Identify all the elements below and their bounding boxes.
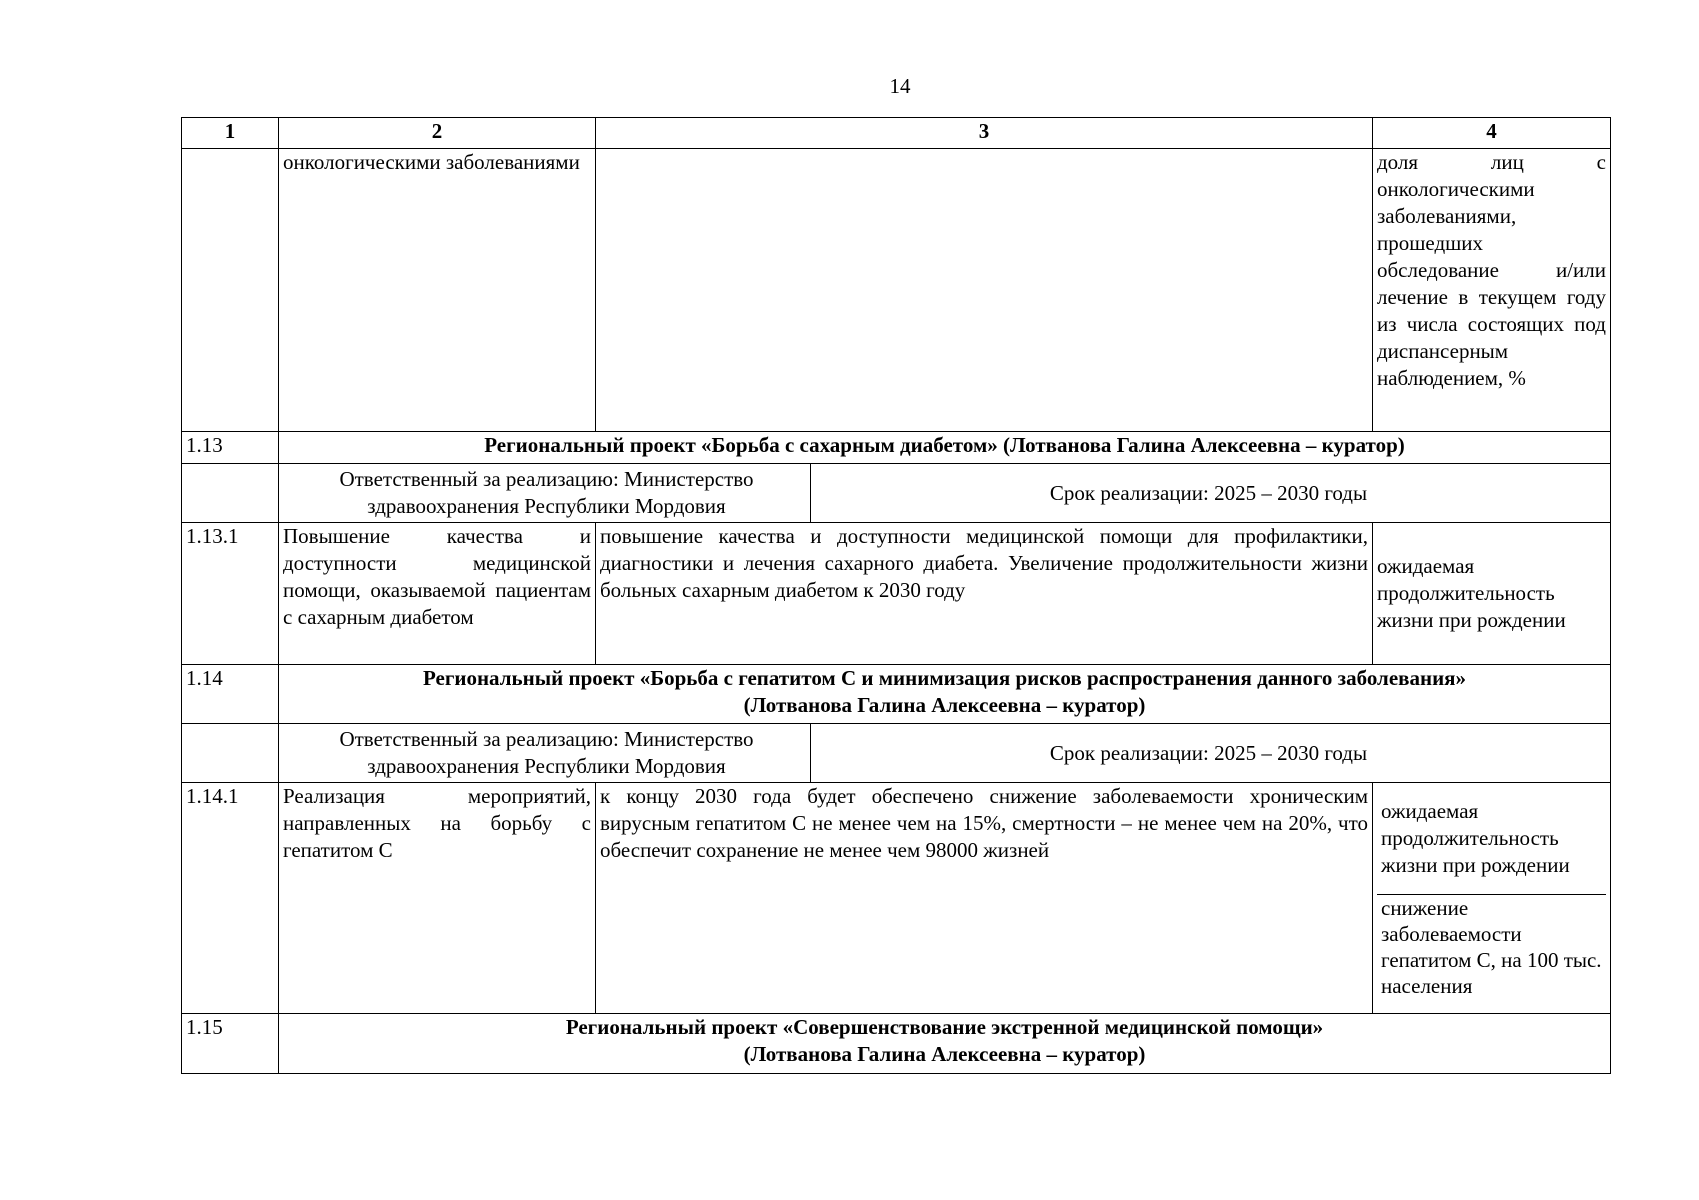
indicator-2: снижение заболеваемости гепатитом С, на 100 тыс. населения [1377, 894, 1606, 999]
responsible-term-cell [279, 464, 1611, 523]
cell-num [182, 464, 279, 523]
responsible-text: Ответственный за реализацию: Министерство здравоохранения Республики Мордовия [283, 724, 811, 782]
program-table [181, 117, 1611, 1074]
project-row-1-15 [182, 1014, 1611, 1074]
responsible-row-1-13 [182, 464, 1611, 523]
responsible-term-cell [279, 724, 1611, 783]
project-title [279, 665, 1611, 724]
row-number: 1.13.1 [182, 523, 279, 665]
cell-num [182, 724, 279, 783]
header-col-1: 1 [182, 118, 279, 149]
cell-effect [596, 149, 1373, 432]
indicator-1 [1377, 783, 1606, 894]
term-text: Срок реализации: 2025 – 2030 годы [1049, 740, 1368, 765]
project-number: 1.13 [182, 432, 279, 464]
table-row-1-13-1 [182, 523, 1611, 665]
cell-task: онкологическими заболеваниями [279, 149, 596, 432]
project-title: Региональный проект «Борьба с сахарным диабетом» (Лотванова Галина Алексеевна – куратор) [279, 432, 1611, 464]
indicator-1-text: ожидаемая продолжительность жизни при рождении [1381, 799, 1570, 877]
responsible-text: Ответственный за реализацию: Министерство здравоохранения Республики Мордовия [283, 464, 811, 522]
project-row-1-13 [182, 432, 1611, 464]
table-row-continuation [182, 149, 1611, 432]
cell-effect: к концу 2030 года будет обеспечено снижение заболеваемости хроническим вирусным гепатитом С не менее чем на 15%, смертности – не менее чем на 20%, что обеспечит сохранение не менее чем 98000 жизней [596, 783, 1373, 1014]
header-col-4: 4 [1373, 118, 1611, 149]
row-number: 1.14.1 [182, 783, 279, 1014]
header-col-3: 3 [596, 118, 1373, 149]
cell-indicators [1373, 783, 1611, 1014]
project-title-line-1: Региональный проект «Совершенствование экстренной медицинской помощи» [565, 1015, 1324, 1039]
cell-effect: повышение качества и доступности медицинской помощи для профилактики, диагностики и лечения сахарного диабета. Увеличение продолжительности жизни больных сахарным диабетом к 2030 году [596, 523, 1373, 665]
cell-indicator: доля лиц с онкологическими заболеваниями, прошедших обследование и/или лечение в текущем году из числа состоящих под диспансерным наблюдением, % [1373, 149, 1611, 432]
project-row-1-14 [182, 665, 1611, 724]
page-number: 14 [889, 74, 911, 98]
cell-indicator: ожидаемая продолжительность жизни при рождении [1373, 523, 1611, 665]
project-number: 1.15 [182, 1014, 279, 1074]
cell-task: Реализация мероприятий, направленных на борьбу с гепатитом С [279, 783, 596, 1014]
table-row-1-14-1 [182, 783, 1611, 1014]
term-text: Срок реализации: 2025 – 2030 годы [1049, 480, 1368, 505]
project-number: 1.14 [182, 665, 279, 724]
project-title-line-2: (Лотванова Галина Алексеевна – куратор) [743, 1042, 1146, 1066]
table-header-row [182, 118, 1611, 149]
project-title-line-1: Региональный проект «Борьба с гепатитом С и минимизация рисков распространения данного заболевания» [422, 666, 1467, 690]
header-col-2: 2 [279, 118, 596, 149]
cell-task: Повышение качества и доступности медицинской помощи, оказываемой пациентам с сахарным диабетом [279, 523, 596, 665]
responsible-row-1-14 [182, 724, 1611, 783]
cell-num [182, 149, 279, 432]
project-title-line-2: (Лотванова Галина Алексеевна – куратор) [743, 693, 1146, 717]
project-title [279, 1014, 1611, 1074]
